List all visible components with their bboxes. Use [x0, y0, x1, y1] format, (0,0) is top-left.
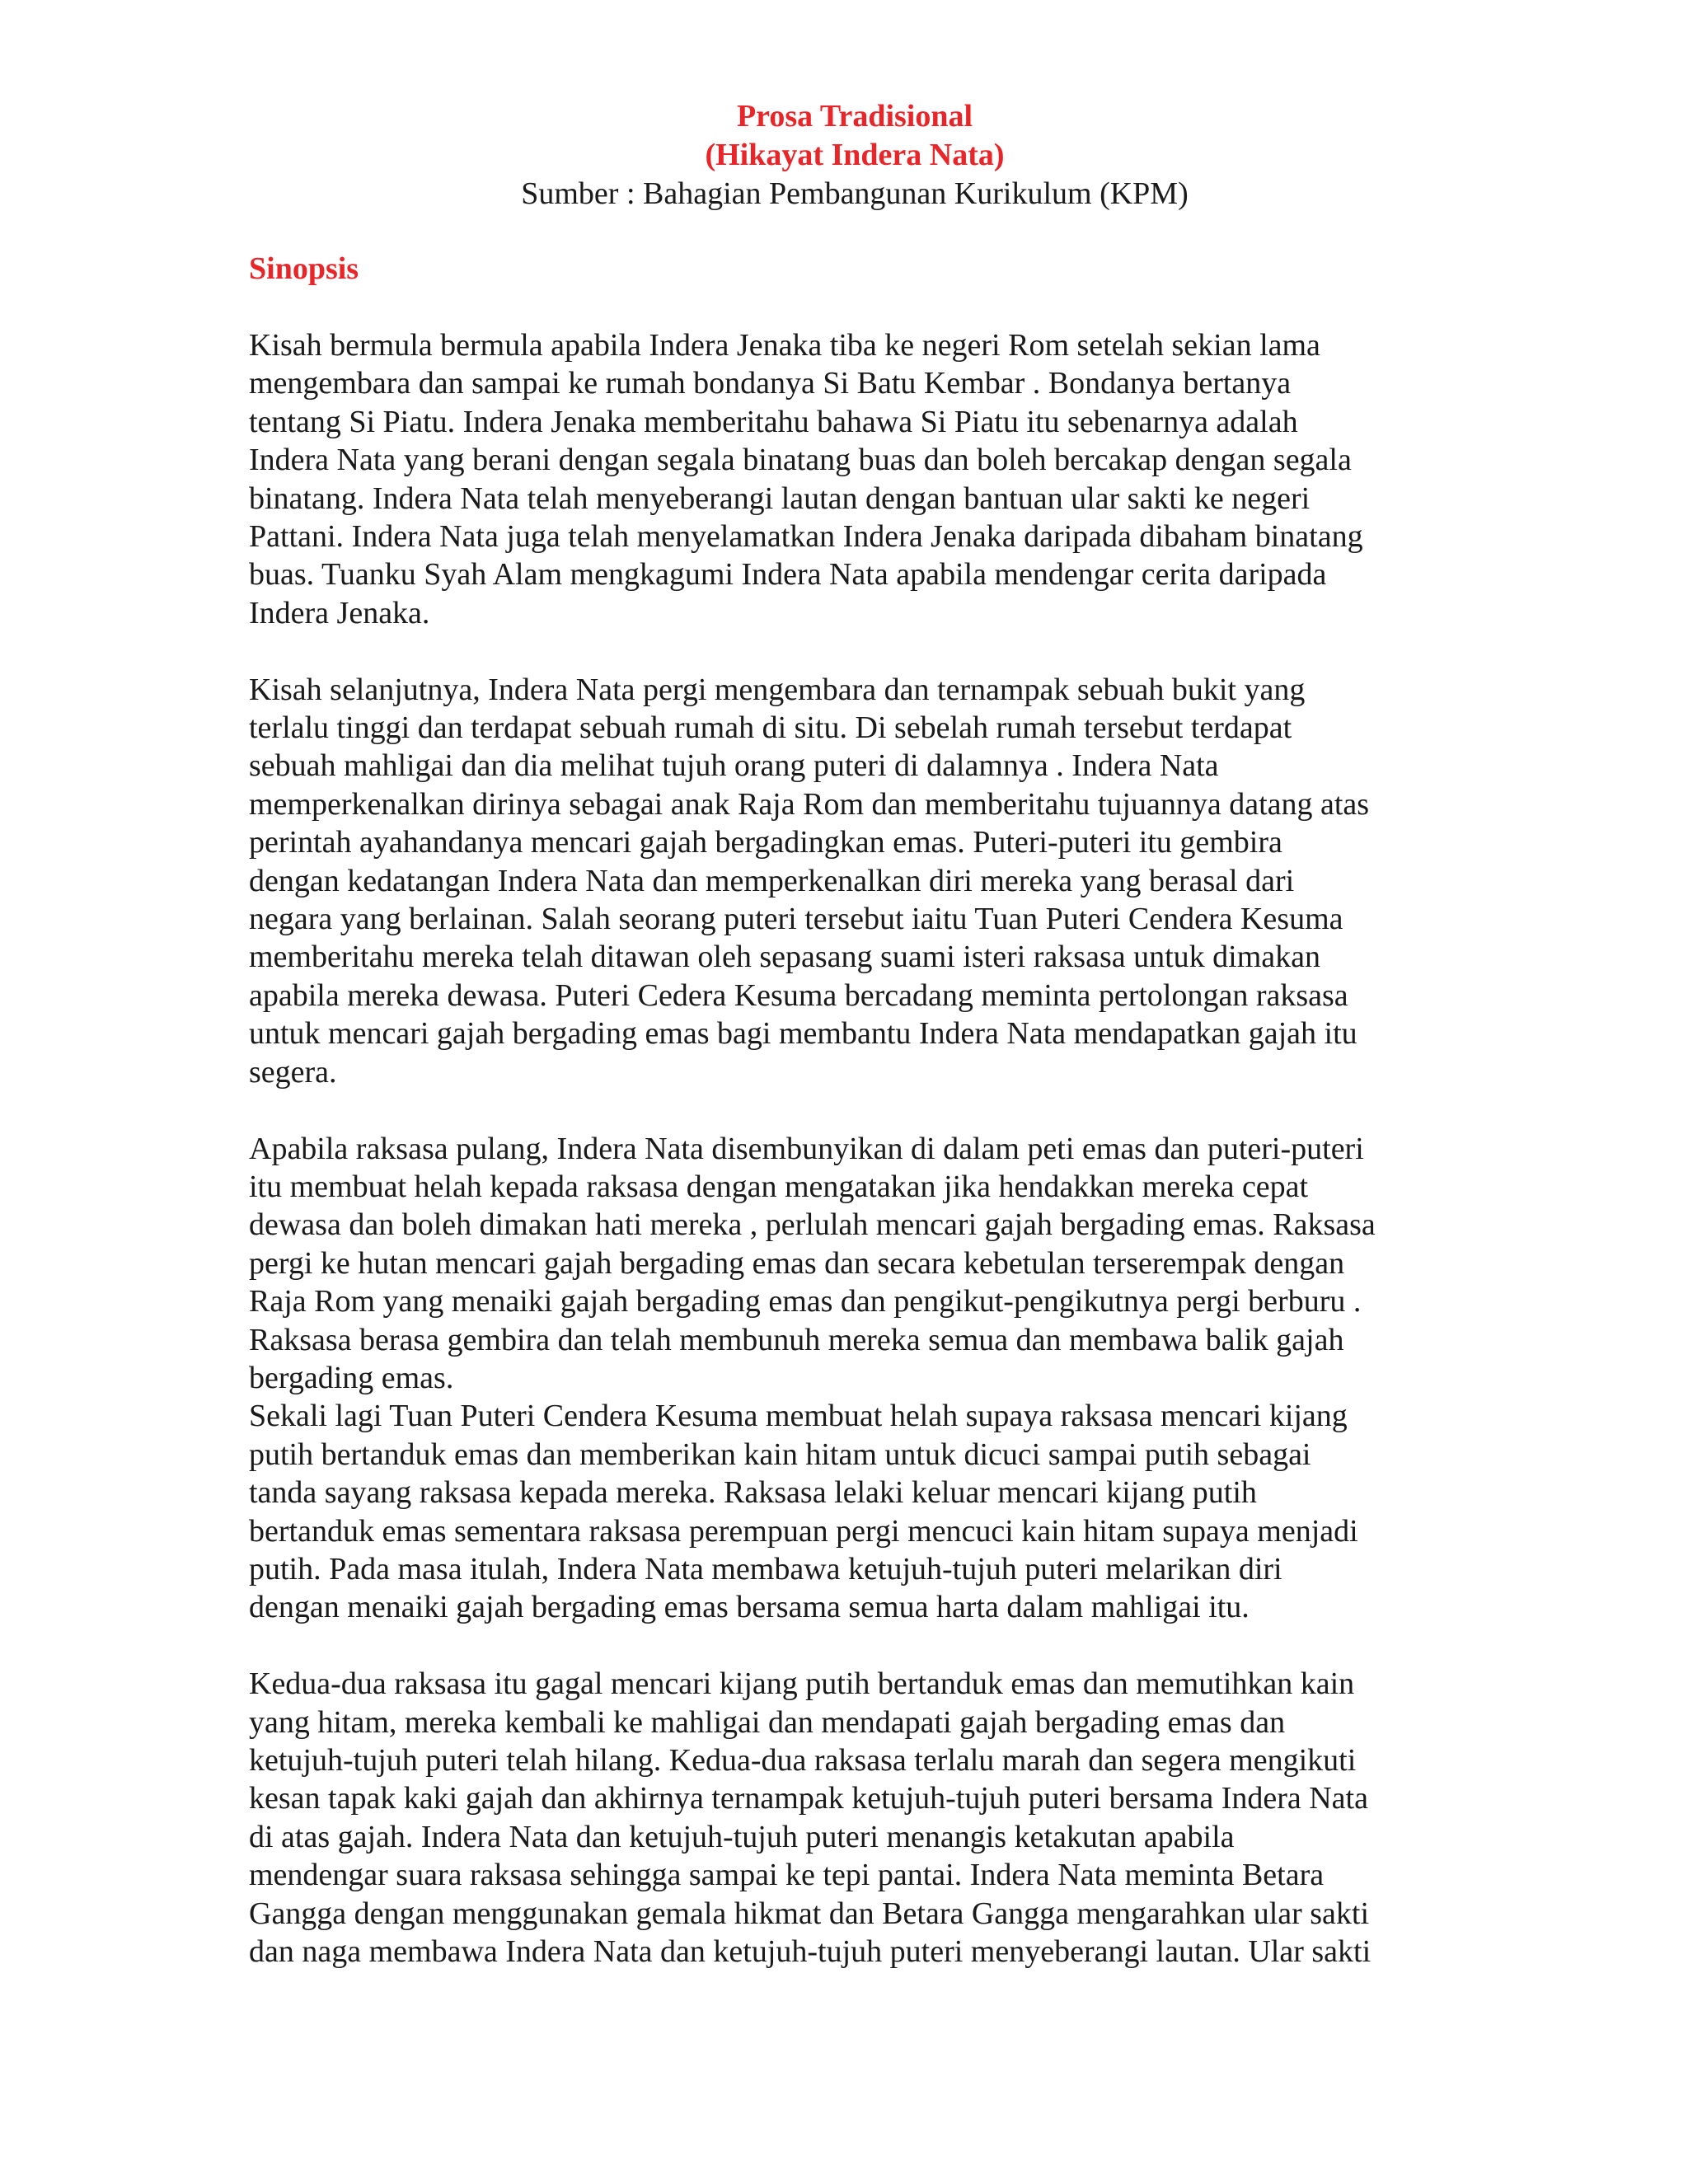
paragraph-5: Kedua-dua raksasa itu gagal mencari kijang putih bertanduk emas dan memutihkan kain yang hitam, mereka kembali ke mahligai dan mendapati gajah bergading emas dan ketujuh-tujuh puteri telah hilang. Kedua-dua raksasa terlalu marah dan segera mengikuti kesan tapak kaki gajah dan akhirnya ternampak ketujuh-tujuh puteri bersama Indera Nata di atas gajah. Indera Nata dan ketujuh-tujuh puteri menangis ketakutan apabila mendengar suara raksasa sehingga sampai ke tepi pantai. Indera Nata meminta Betara Gangga dengan menggunakan gemala hikmat dan Betara Gangga mengarahkan ular sakti dan naga membawa Indera Nata dan ketujuh-tujuh puteri menyeberangi lautan. Ular sakti [249, 1666, 1372, 1970]
document-subtitle: (Hikayat Indera Nata) [705, 138, 1005, 172]
paragraph-4: Sekali lagi Tuan Puteri Cendera Kesuma membuat helah supaya raksasa mencari kijang putih bertanduk emas dan memberikan kain hitam untuk dicuci sampai putih sebagai tanda sayang raksasa kepada mereka. Raksasa lelaki keluar mencari kijang putih bertanduk emas sementara raksasa perempuan pergi mencuci kain hitam supaya menjadi putih. Pada masa itulah, Indera Nata membawa ketujuh-tujuh puteri melarikan diri dengan menaiki gajah bergading emas bersama semua harta dalam mahligai itu. [249, 1399, 1358, 1625]
synopsis-body [249, 326, 1461, 1971]
section-heading-sinopsis: Sinopsis [249, 251, 359, 286]
document-title: Prosa Tradisional [736, 99, 973, 134]
paragraph-2: Kisah selanjutnya, Indera Nata pergi mengembara dan ternampak sebuah bukit yang terlalu tinggi dan terdapat sebuah rumah di situ. Di sebelah rumah tersebut terdapat sebuah mahligai dan dia melihat tujuh orang puteri di dalamnya . Indera Nata memperkenalkan dirinya sebagai anak Raja Rom dan memberitahu tujuannya datang atas perintah ayahandanya mencari gajah bergadingkan emas. Puteri-puteri itu gembira dengan kedatangan Indera Nata dan memperkenalkan diri mereka yang berasal dari negara yang berlainan. Salah seorang puteri tersebut iaitu Tuan Puteri Cendera Kesuma memberitahu mereka telah ditawan oleh sepasang suami isteri raksasa untuk dimakan apabila mereka dewasa. Puteri Cedera Kesuma bercadang meminta pertolongan raksasa untuk mencari gajah bergading emas bagi membantu Indera Nata mendapatkan gajah itu segera. [249, 672, 1370, 1090]
paragraph-3: Apabila raksasa pulang, Indera Nata disembunyikan di dalam peti emas dan puteri-puteri itu membuat helah kepada raksasa dengan mengatakan jika hendakkan mereka cepat dewasa dan boleh dimakan hati mereka , perlulah mencari gajah bergading emas. Raksasa pergi ke hutan mencari gajah bergading emas dan secara kebetulan terserempak dengan Raja Rom yang menaiki gajah bergading emas dan pengikut-pengikutnya pergi berburu . Raksasa berasa gembira dan telah membunuh mereka semua dan membawa balik gajah bergading emas. [249, 1131, 1376, 1395]
document-header [249, 97, 1461, 213]
document-source: Sumber : Bahagian Pembangunan Kurikulum (KPM) [521, 176, 1189, 211]
paragraph-1: Kisah bermula bermula apabila Indera Jenaka tiba ke negeri Rom setelah sekian lama mengembara dan sampai ke rumah bondanya Si Batu Kembar . Bondanya bertanya tentang Si Piatu. Indera Jenaka memberitahu bahawa Si Piatu itu sebenarnya adalah Indera Nata yang berani dengan segala binatang buas dan boleh bercakap dengan segala binatang. Indera Nata telah menyeberangi lautan dengan bantuan ular sakti ke negeri Pattani. Indera Nata juga telah menyelamatkan Indera Jenaka daripada dibaham binatang buas. Tuanku Syah Alam mengkagumi Indera Nata apabila mendengar cerita daripada Indera Jenaka. [249, 328, 1363, 630]
document-page [249, 97, 1461, 1971]
